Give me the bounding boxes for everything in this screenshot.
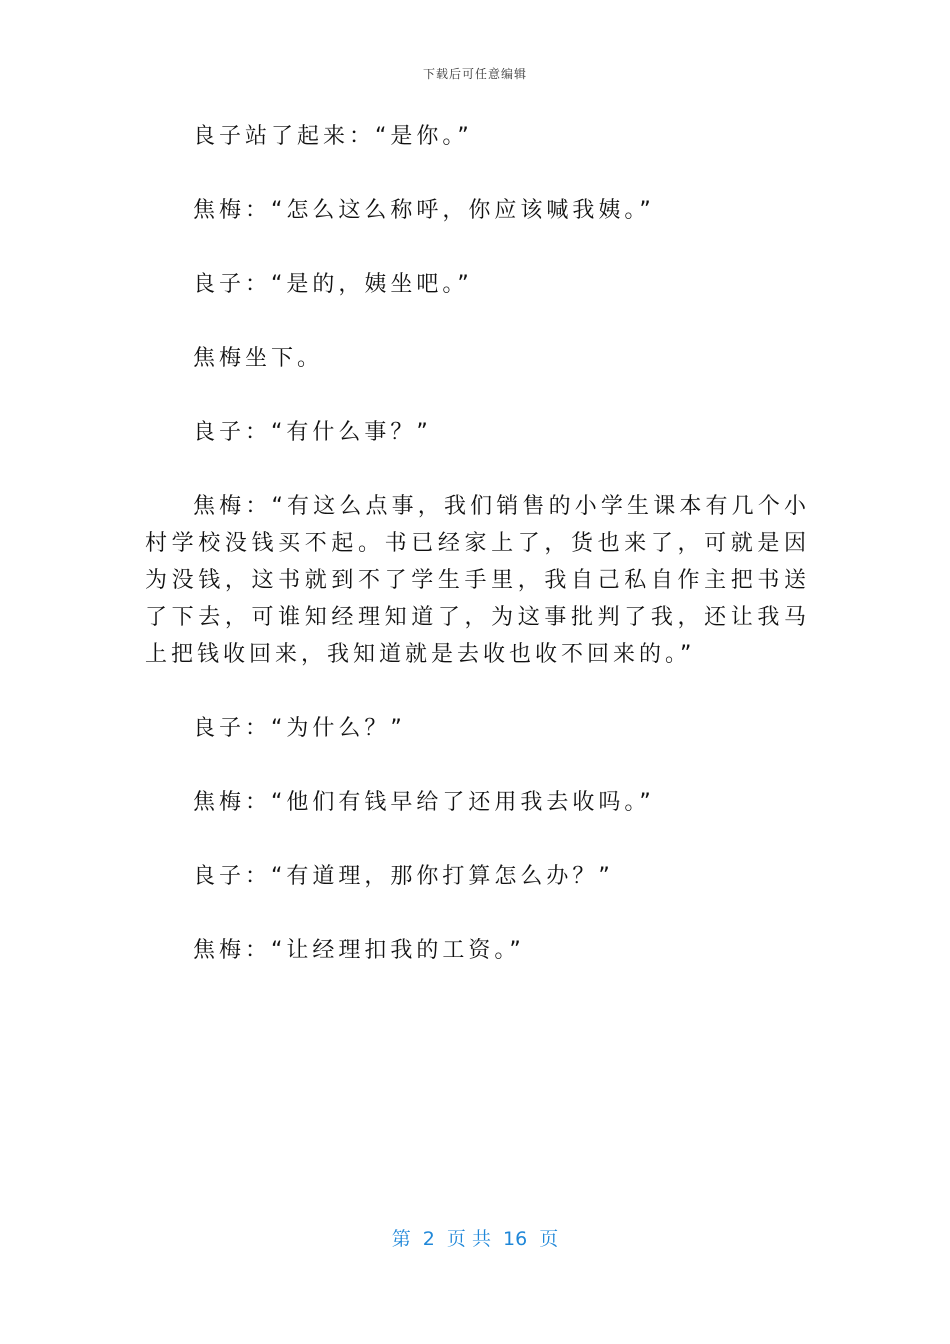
- paragraph: 良子站了起来：“是你。”: [193, 124, 473, 149]
- paragraph: 良子：“为什么？”: [193, 716, 406, 741]
- paragraph: 良子：“是的，姨坐吧。”: [193, 272, 473, 297]
- page-number-footer: 第 2 页 共 16 页: [391, 1228, 559, 1250]
- paragraph: 焦梅：“他们有钱早给了还用我去收吗。”: [193, 790, 655, 815]
- paragraph: 良子：“有道理，那你打算怎么办？”: [193, 864, 614, 889]
- paragraph: 焦梅：“怎么这么称呼，你应该喊我姨。”: [193, 198, 655, 223]
- page-header: 下载后可任意编辑: [422, 67, 527, 81]
- paragraph: 焦梅：“让经理扣我的工资。”: [193, 938, 525, 963]
- paragraph: 良子：“有什么事？”: [193, 420, 432, 445]
- paragraph: 焦梅：“有这么点事，我们销售的小学生课本有几个小村学校没钱买不起。书已经家上了，货也来了，可就是因为没钱，这书就到不了学生手里，我自己私自作主把书送了下去，可谁知经理知道了，为这事批判了我，还让我马上把钱收回来，我知道就是去收也收不回来的。”: [145, 494, 810, 667]
- paragraph: 焦梅坐下。: [193, 346, 324, 371]
- document-body: [145, 118, 810, 1006]
